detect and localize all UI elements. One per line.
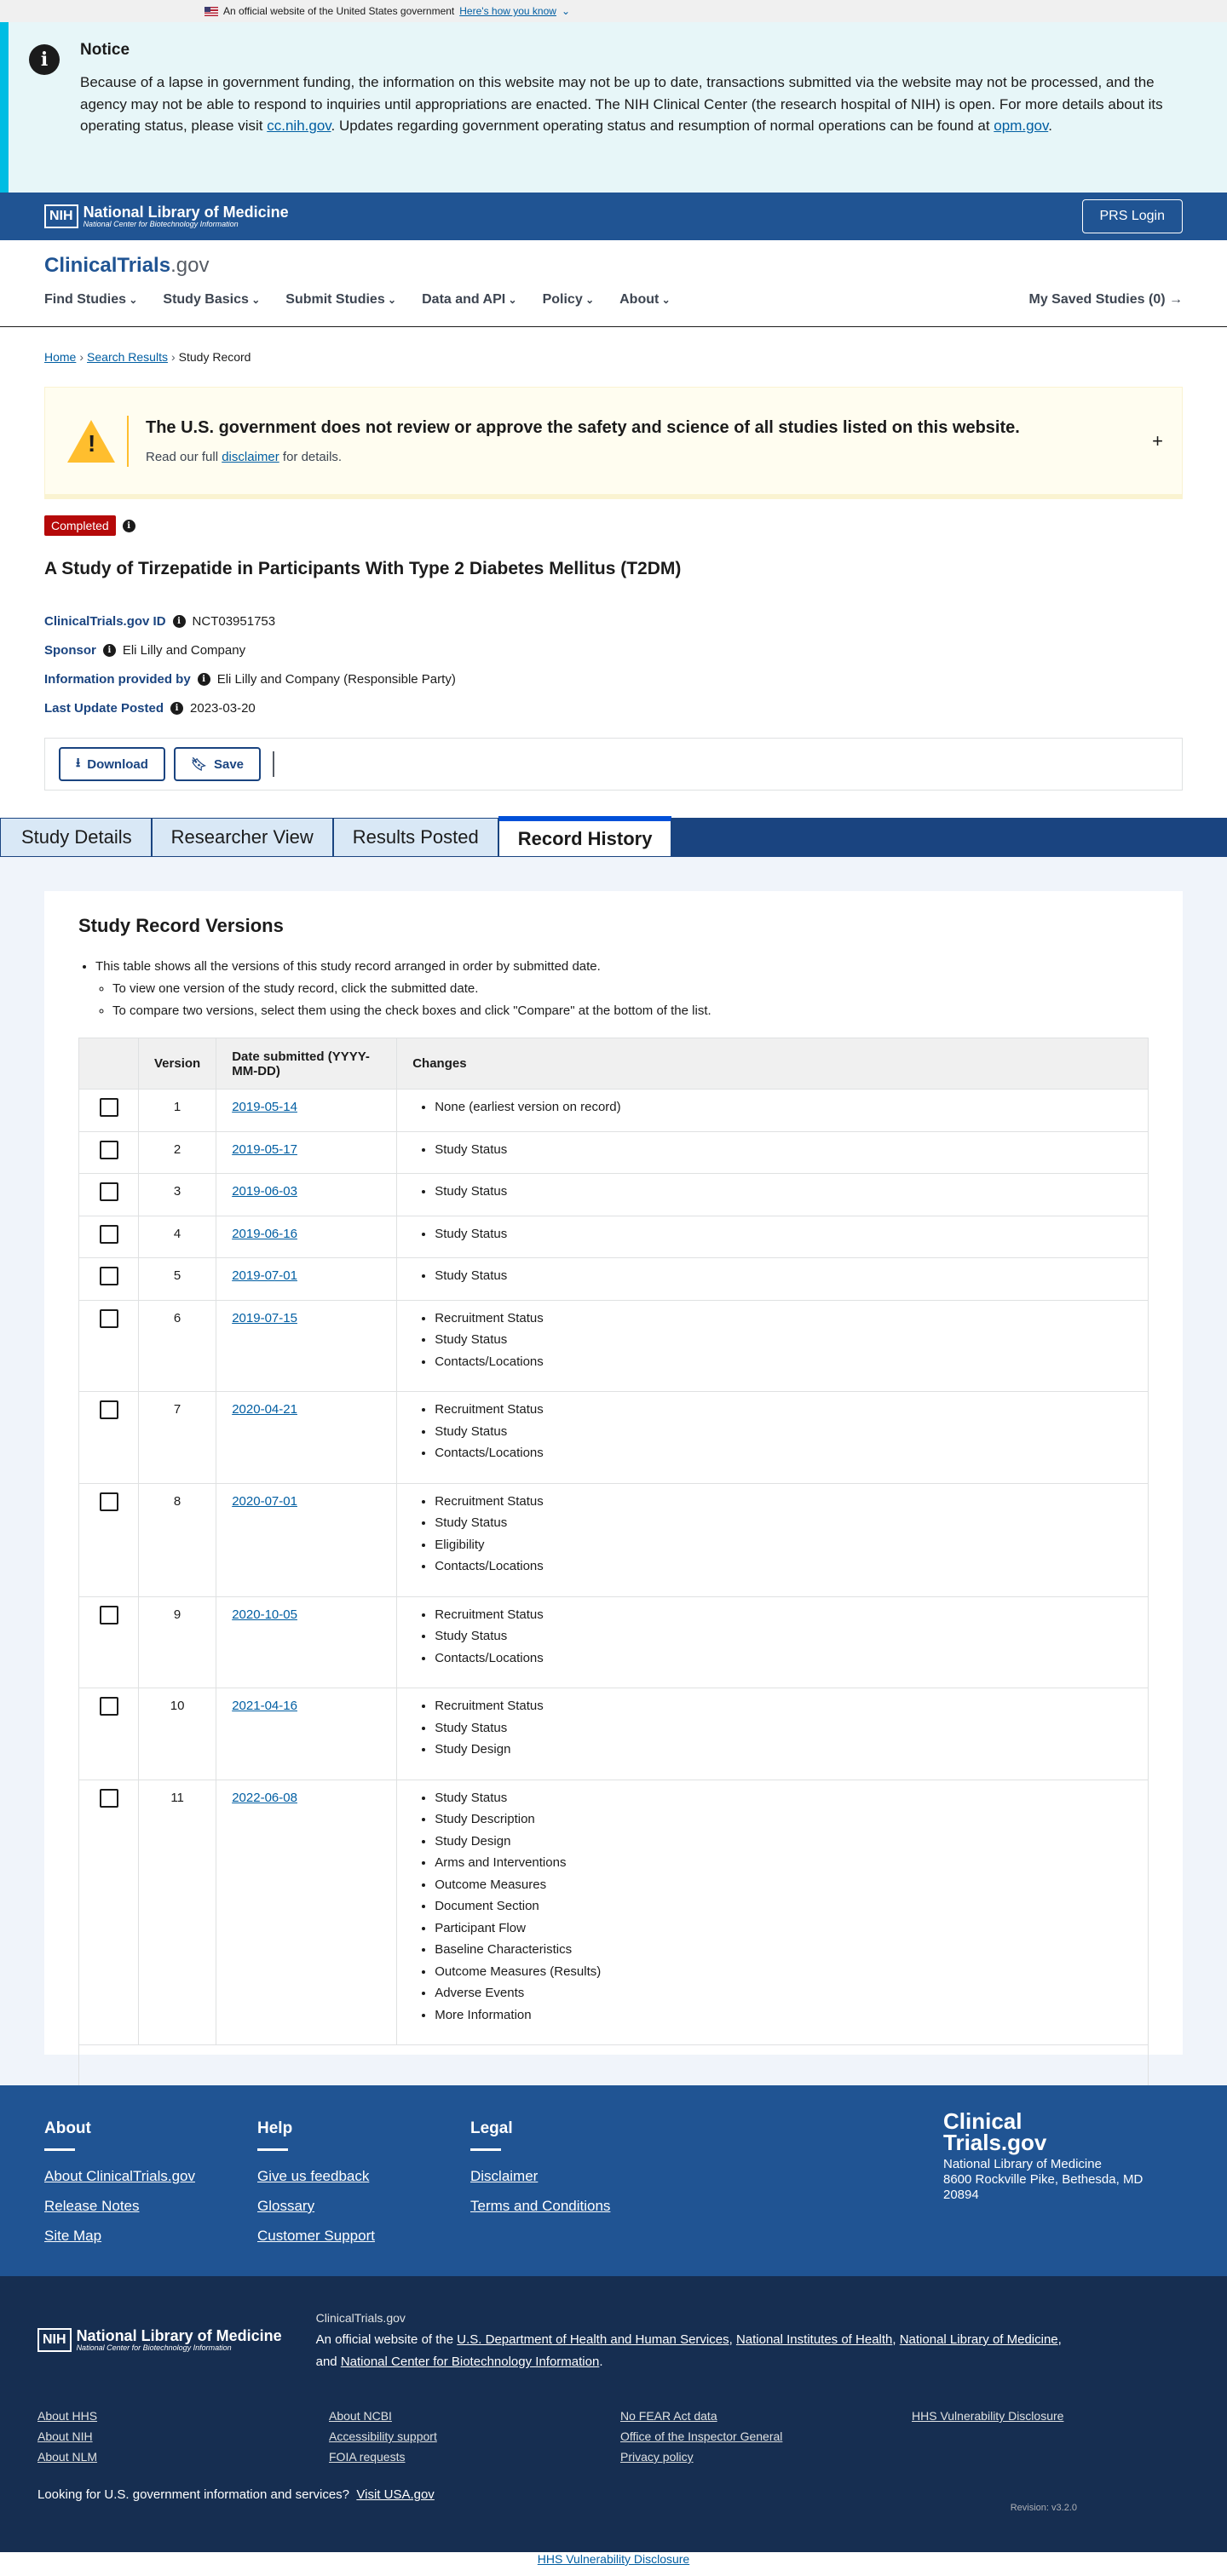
chevron-down-icon: ⌄ — [561, 5, 571, 17]
checkbox-cell — [79, 1596, 139, 1688]
breadcrumb-current: Study Record — [178, 350, 251, 364]
nav-submit-studies[interactable]: Submit Studies ⌄ — [285, 292, 396, 308]
sponsor-value: Eli Lilly and Company — [122, 642, 246, 658]
id-label: ClinicalTrials.gov ID — [44, 613, 166, 629]
footer-glossary-link[interactable]: Glossary — [257, 2198, 315, 2214]
footer-terms-link[interactable]: Terms and Conditions — [470, 2198, 611, 2214]
instruction-1: • This table shows all the versions of this study record arranged in order by submitted date. — [95, 956, 1149, 978]
info-provided-value: Eli Lilly and Company (Responsible Party) — [216, 671, 456, 687]
saved-label: My Saved Studies (0) — [1028, 292, 1166, 307]
change-item: • None (earliest version on record) — [435, 1096, 1132, 1118]
usa-gov-link[interactable]: Visit USA.gov — [356, 2487, 435, 2502]
table-row — [79, 1258, 1149, 1301]
footer-legal-title: Legal — [470, 2119, 513, 2137]
table-row — [79, 1780, 1149, 2045]
changes-cell — [397, 1688, 1149, 1780]
change-item: • Study Status — [435, 1512, 1132, 1534]
nlm-header — [0, 193, 1227, 240]
sponsor-label: Sponsor — [44, 642, 96, 658]
id-value: NCT03951753 — [192, 613, 276, 629]
change-item: • Contacts/Locations — [435, 1442, 1132, 1464]
nlm-footer-logo[interactable] — [37, 2307, 282, 2373]
main-nav — [44, 292, 1183, 308]
brand-line1: Clinical — [943, 2108, 1022, 2134]
footer-about-title: About — [44, 2119, 91, 2137]
us-flag-icon — [204, 7, 218, 16]
nih-logo-box: NIH — [37, 2328, 72, 2352]
compare-checkbox[interactable] — [100, 1141, 118, 1159]
inspector-general-link[interactable]: Office of the Inspector General — [620, 2429, 783, 2443]
compare-checkbox[interactable] — [100, 1309, 118, 1328]
change-item: • Outcome Measures (Results) — [435, 1961, 1132, 1983]
notice-text-part1: Because of a lapse in government funding, the information on this website may not be up to date, transactions submitted via the website may not be processed, and the agency may not be able to respond to inquiries until appropriations are enacted. The NIH Clinical Center (the research hospital of NIH) is open. For more details about its operating status, please visit — [80, 74, 1163, 134]
table-row — [79, 1483, 1149, 1596]
shutdown-notice — [0, 22, 1227, 193]
version-number: 1 — [139, 1090, 216, 1132]
checkbox-cell — [79, 1216, 139, 1258]
nav-policy[interactable]: Policy ⌄ — [543, 292, 595, 308]
tab-researcher-view[interactable]: Researcher View — [152, 818, 333, 857]
footer-support-link[interactable]: Customer Support — [257, 2228, 375, 2244]
change-item: • Study Status — [435, 1717, 1132, 1739]
official-text: ClinicalTrials.gov An official website of the U.S. Department of Health and Human Services, National Institutes of Health, National Library of Medicine, and National Center for Biotechnology Information. — [316, 2307, 1062, 2373]
revision: Revision: v3.2.0 — [1010, 2503, 1077, 2513]
nav-data-and-api[interactable]: Data and API ⌄ — [422, 292, 516, 308]
divider — [273, 751, 274, 777]
info-icon: i — [29, 44, 60, 75]
about-nih-link[interactable]: About NIH — [37, 2429, 93, 2443]
version-date-link[interactable]: 2020-04-21 — [232, 1402, 297, 1417]
chevron-right-icon: › — [79, 350, 84, 364]
date-cell — [216, 1392, 397, 1484]
instructions — [78, 956, 1149, 1022]
versions-table — [78, 1038, 1149, 2110]
changes-cell — [397, 1258, 1149, 1301]
tab-record-history[interactable]: Record History — [498, 816, 672, 857]
about-hhs-link[interactable]: About HHS — [37, 2409, 98, 2423]
date-cell — [216, 1174, 397, 1216]
logo-suffix: .gov — [170, 254, 210, 277]
checkbox-cell — [79, 1090, 139, 1132]
col-changes: Changes — [397, 1038, 1149, 1090]
hhs-vulnerability-bottom — [0, 2552, 1227, 2573]
changes-cell — [397, 1392, 1149, 1484]
footer — [0, 2085, 1227, 2276]
arrow-right-icon: → — [1169, 292, 1183, 307]
versions-card — [44, 891, 1183, 2055]
usa-gov-line — [37, 2487, 1190, 2502]
official-pre: An official website of the — [315, 2332, 458, 2347]
divider — [257, 2148, 288, 2151]
version-date-link[interactable]: 2019-07-15 — [232, 1310, 297, 1325]
disclaimer-alert — [44, 387, 1183, 499]
changes-cell — [397, 1596, 1149, 1688]
content-area — [0, 857, 1227, 2085]
table-row — [79, 1392, 1149, 1484]
change-item: • Recruitment Status — [435, 1491, 1132, 1513]
footer-help-title: Help — [257, 2119, 293, 2137]
compare-checkbox[interactable] — [100, 1098, 118, 1117]
compare-checkbox[interactable] — [100, 1492, 118, 1511]
divider — [44, 2148, 75, 2151]
study-title: A Study of Tirzepatide in Participants With Type 2 Diabetes Mellitus (T2DM) — [44, 559, 682, 578]
nlm-link[interactable]: National Library of Medicine — [899, 2332, 1058, 2347]
about-nlm-link[interactable]: About NLM — [37, 2450, 98, 2464]
change-item: • Contacts/Locations — [435, 1555, 1132, 1578]
table-row — [79, 1596, 1149, 1688]
date-cell — [216, 1596, 397, 1688]
checkbox-cell — [79, 1258, 139, 1301]
privacy-link[interactable]: Privacy policy — [620, 2450, 694, 2464]
changes-cell — [397, 1174, 1149, 1216]
version-date-link[interactable]: 2019-06-16 — [232, 1226, 297, 1241]
changes-cell — [397, 1090, 1149, 1132]
change-item: • Outcome Measures — [435, 1874, 1132, 1896]
notice-text — [80, 72, 1193, 137]
info-icon[interactable]: i — [198, 673, 210, 686]
disclaimer-post: for details. — [279, 449, 343, 464]
footer-address: 8600 Rockville Pike, Bethesda, MD 20894 — [943, 2172, 1143, 2202]
save-button[interactable] — [174, 747, 261, 781]
info-icon[interactable]: i — [170, 702, 183, 715]
gov-links — [37, 2409, 1190, 2464]
compare-checkbox[interactable] — [100, 1267, 118, 1285]
col-version: Version — [139, 1038, 216, 1090]
disclaimer-link[interactable]: disclaimer — [222, 449, 279, 464]
nlm-logo[interactable] — [44, 204, 289, 228]
change-item: • Document Section — [435, 1895, 1132, 1918]
version-date-link[interactable]: 2019-05-14 — [232, 1100, 297, 1114]
disclaimer-title: The U.S. government does not review or approve the safety and science of all studies listed on this website. — [146, 417, 1020, 437]
date-cell — [216, 1216, 397, 1258]
change-item: • Study Status — [435, 1421, 1132, 1443]
info-provided-label: Information provided by — [44, 671, 191, 687]
status-badge: Completed — [44, 515, 116, 536]
version-date-link[interactable]: 2020-07-01 — [232, 1493, 297, 1509]
my-saved-studies-link[interactable] — [1029, 292, 1184, 308]
version-number: 6 — [139, 1300, 216, 1392]
compare-checkbox[interactable] — [100, 1400, 118, 1419]
col-checkbox — [79, 1038, 139, 1090]
changes-cell — [397, 1131, 1149, 1174]
tab-study-details[interactable]: Study Details — [0, 818, 152, 857]
change-item: • More Information — [435, 2004, 1132, 2027]
checkbox-cell — [79, 1688, 139, 1780]
study-meta — [0, 607, 1227, 722]
change-item: • Study Status — [435, 1329, 1132, 1351]
disclaimer-pre: Read our full — [146, 449, 222, 464]
version-date-link[interactable]: 2021-04-16 — [232, 1699, 297, 1713]
version-number: 8 — [139, 1483, 216, 1596]
version-date-link[interactable]: 2020-10-05 — [232, 1607, 297, 1622]
notice-text-part3: . — [1048, 118, 1052, 134]
download-button[interactable] — [59, 747, 165, 781]
status-row — [0, 499, 1227, 538]
footer-government — [0, 2276, 1227, 2552]
empty-cell — [912, 2450, 1167, 2464]
breadcrumb-home[interactable]: Home — [44, 350, 77, 364]
nlm-name: National Library of Medicine — [83, 204, 289, 221]
changes-cell — [397, 1780, 1149, 2045]
date-cell — [216, 1483, 397, 1596]
table-row — [79, 1090, 1149, 1132]
version-date-link[interactable]: 2019-06-03 — [232, 1184, 297, 1199]
gov-banner — [0, 0, 1227, 22]
date-cell — [216, 1688, 397, 1780]
footer-feedback-link[interactable]: Give us feedback — [257, 2168, 370, 2184]
nih-logo-box: NIH — [44, 204, 78, 228]
hhs-link[interactable]: U.S. Department of Health and Human Services — [457, 2332, 729, 2347]
footer-release-notes-link[interactable]: Release Notes — [44, 2198, 140, 2214]
change-item: • Baseline Characteristics — [435, 1939, 1132, 1961]
checkbox-cell — [79, 1300, 139, 1392]
ncbi-name: National Center for Biotechnology Information — [76, 2343, 232, 2352]
brand-line2: Trials.gov — [943, 2130, 1047, 2155]
checkbox-cell — [79, 1131, 139, 1174]
change-item: • Study Status — [435, 1223, 1132, 1245]
version-number: 7 — [139, 1392, 216, 1484]
prs-login-button[interactable]: PRS Login — [1082, 199, 1184, 233]
and-text: and — [315, 2355, 341, 2369]
nih-link[interactable]: National Institutes of Health — [735, 2332, 893, 2347]
compare-checkbox[interactable] — [100, 1606, 118, 1624]
version-number: 9 — [139, 1596, 216, 1688]
date-cell — [216, 1131, 397, 1174]
hhs-vulnerability-bottom-link[interactable]: HHS Vulnerability Disclosure — [537, 2552, 690, 2566]
empty-cell — [912, 2429, 1167, 2443]
no-fear-link[interactable]: No FEAR Act data — [620, 2409, 717, 2423]
gov-banner-text: An official website of the United States government — [223, 5, 455, 17]
hhs-vulnerability-link[interactable]: HHS Vulnerability Disclosure — [912, 2409, 1064, 2423]
checkbox-cell — [79, 1174, 139, 1216]
foia-link[interactable]: FOIA requests — [329, 2450, 406, 2464]
breadcrumb-search-results[interactable]: Search Results — [87, 350, 168, 364]
change-item: • Study Status — [435, 1139, 1132, 1161]
nav-about[interactable]: About ⌄ — [619, 292, 671, 308]
nav-study-basics[interactable]: Study Basics ⌄ — [163, 292, 260, 308]
change-item: • Contacts/Locations — [435, 1351, 1132, 1373]
footer-site-map-link[interactable]: Site Map — [44, 2228, 102, 2244]
bookmark-icon: 🔖︎ — [190, 757, 207, 772]
last-update-value: 2023-03-20 — [190, 700, 256, 716]
change-item: • Study Status — [435, 1625, 1132, 1647]
version-number: 2 — [139, 1131, 216, 1174]
changes-cell — [397, 1483, 1149, 1596]
footer-ct-logo[interactable] — [943, 2108, 1165, 2155]
logo-main: ClinicalTrials — [44, 254, 171, 277]
version-number: 11 — [139, 1780, 216, 2045]
nav-find-studies[interactable]: Find Studies ⌄ — [44, 292, 137, 308]
last-update-label: Last Update Posted — [44, 700, 164, 716]
warning-icon: ! — [67, 420, 115, 463]
date-cell — [216, 1780, 397, 2045]
change-item: • Study Status — [435, 1181, 1132, 1203]
version-date-link[interactable]: 2019-05-17 — [232, 1141, 297, 1157]
ncbi-link[interactable]: National Center for Biotechnology Information — [340, 2355, 600, 2369]
version-number: 10 — [139, 1688, 216, 1780]
table-row — [79, 1300, 1149, 1392]
version-date-link[interactable]: 2022-06-08 — [232, 1790, 297, 1805]
heres-how-you-know-link[interactable]: Here's how you know — [459, 5, 556, 17]
change-item: • Arms and Interventions — [435, 1852, 1132, 1874]
footer-org: National Library of Medicine — [943, 2157, 1102, 2171]
checkbox-cell — [79, 1483, 139, 1596]
chevron-right-icon: › — [170, 350, 176, 364]
change-item: • Study Design — [435, 1831, 1132, 1853]
checkbox-cell — [79, 1780, 139, 2045]
divider — [470, 2148, 501, 2151]
clinicaltrials-logo[interactable] — [44, 254, 1183, 278]
tab-results-posted[interactable]: Results Posted — [333, 818, 498, 857]
versions-title: Study Record Versions — [78, 915, 284, 936]
change-item: • Study Design — [435, 1739, 1132, 1761]
ncbi-name: National Center for Biotechnology Information — [83, 220, 239, 228]
version-date-link[interactable]: 2019-07-01 — [232, 1268, 297, 1283]
date-cell — [216, 1300, 397, 1392]
change-item: • Recruitment Status — [435, 1308, 1132, 1330]
usa-pre: Looking for U.S. government information and services? — [37, 2487, 350, 2502]
date-cell — [216, 1090, 397, 1132]
cc-nih-link[interactable]: cc.nih.gov — [267, 118, 331, 134]
download-icon: ⭳ — [76, 755, 81, 770]
table-row — [79, 1131, 1149, 1174]
change-item: • Participant Flow — [435, 1918, 1132, 1940]
change-item: • Recruitment Status — [435, 1604, 1132, 1626]
expand-plus-icon[interactable]: + — [1152, 430, 1163, 451]
info-icon[interactable]: i — [103, 644, 116, 657]
changes-cell — [397, 1300, 1149, 1392]
breadcrumb — [0, 327, 1227, 387]
change-item: • Study Description — [435, 1808, 1132, 1831]
checkbox-cell — [79, 1392, 139, 1484]
site-header — [0, 240, 1227, 327]
change-item: • Study Status — [435, 1265, 1132, 1287]
version-number: 4 — [139, 1216, 216, 1258]
compare-checkbox[interactable] — [100, 1182, 118, 1201]
divider — [127, 416, 129, 467]
table-row — [79, 1688, 1149, 1780]
notice-text-part2: . Updates regarding government operating status and resumption of normal operations can be found at — [331, 118, 994, 134]
change-item: • Recruitment Status — [435, 1695, 1132, 1717]
date-cell — [216, 1258, 397, 1301]
disclaimer-subtext — [146, 450, 1020, 464]
change-item: • Contacts/Locations — [435, 1647, 1132, 1670]
change-item: • Adverse Events — [435, 1982, 1132, 2004]
footer-about-link[interactable]: About ClinicalTrials.gov — [44, 2168, 195, 2184]
compare-checkbox[interactable] — [100, 1697, 118, 1716]
notice-title: Notice — [80, 41, 130, 59]
action-bar — [44, 738, 1183, 791]
table-row — [79, 1216, 1149, 1258]
footer-disclaimer-link[interactable]: Disclaimer — [470, 2168, 539, 2184]
opm-link[interactable]: opm.gov — [994, 118, 1049, 134]
download-label: Download — [87, 756, 148, 772]
footer-brand — [943, 2108, 1165, 2203]
change-item: • Study Status — [435, 1787, 1132, 1809]
col-date: Date submitted (YYYY-MM-DD) — [216, 1038, 397, 1090]
record-tabs — [0, 818, 1227, 857]
changes-cell — [397, 1216, 1149, 1258]
compare-checkbox[interactable] — [100, 1789, 118, 1808]
save-label: Save — [213, 756, 245, 772]
change-item: • Eligibility — [435, 1534, 1132, 1556]
version-number: 3 — [139, 1174, 216, 1216]
info-icon[interactable]: i — [173, 615, 186, 628]
instruction-3: ◦ To compare two versions, select them using the check boxes and click "Compare" at the bottom of the list. — [112, 1000, 1149, 1022]
table-row — [79, 1174, 1149, 1216]
change-item: • Recruitment Status — [435, 1399, 1132, 1421]
accessibility-link[interactable]: Accessibility support — [329, 2429, 437, 2443]
nlm-name: National Library of Medicine — [76, 2327, 282, 2344]
compare-checkbox[interactable] — [100, 1225, 118, 1244]
instruction-2: ◦ To view one version of the study record, click the submitted date. — [112, 978, 1149, 1000]
about-ncbi-link[interactable]: About NCBI — [329, 2409, 392, 2423]
footer-site-name: ClinicalTrials.gov — [315, 2311, 406, 2325]
version-number: 5 — [139, 1258, 216, 1301]
info-icon[interactable]: i — [123, 520, 135, 532]
